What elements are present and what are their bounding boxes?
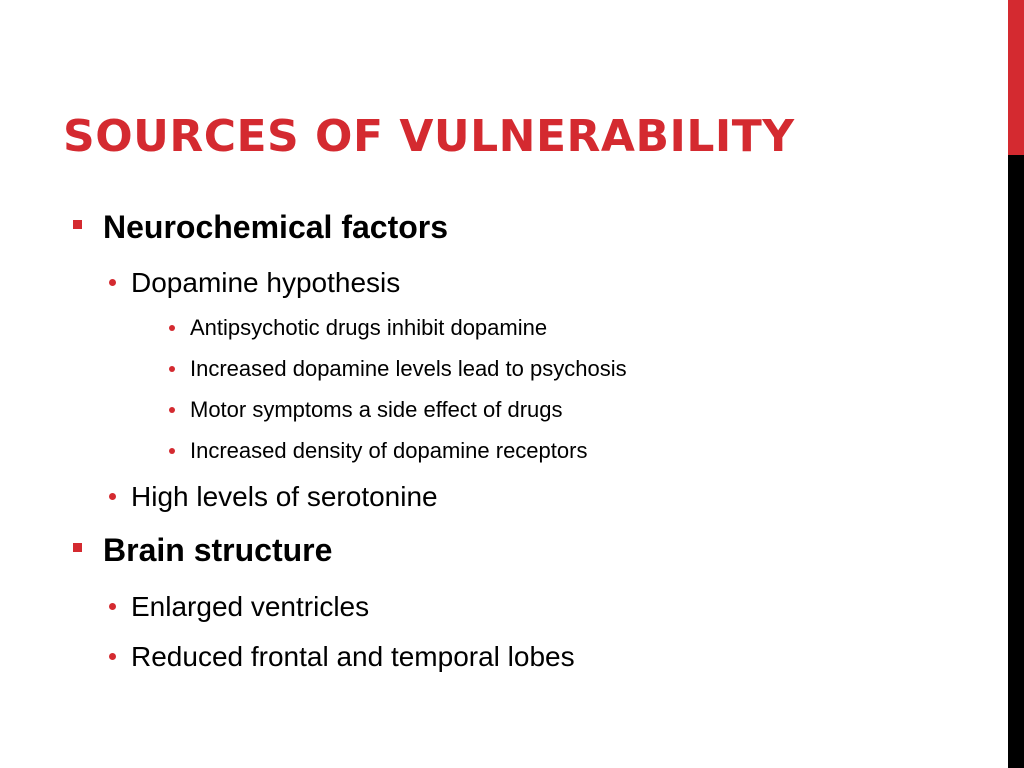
dot-bullet-icon [169, 407, 175, 413]
bullet-brain-structure [103, 530, 332, 570]
square-bullet-icon [73, 543, 82, 552]
bullet-neurochemical-factors [103, 207, 448, 247]
bullet-text: Brain structure [103, 532, 333, 568]
dot-bullet-icon [169, 325, 175, 331]
edge-accent-bar-black [1008, 155, 1024, 768]
square-bullet-icon [73, 220, 82, 229]
bullet-text: Increased density of dopamine receptors [190, 438, 588, 463]
bullet-antipsychotic-drugs [190, 314, 547, 342]
bullet-serotonine [131, 480, 438, 514]
bullet-increased-dopamine-levels [190, 355, 627, 383]
bullet-dopamine-hypothesis [131, 266, 400, 300]
bullet-motor-symptoms [190, 396, 563, 424]
bullet-reduced-lobes [131, 640, 575, 674]
bullet-text: Motor symptoms a side effect of drugs [190, 397, 563, 422]
slide-title: SOURCES OF VULNERABILITY [63, 111, 795, 162]
edge-accent-bar-red [1008, 0, 1024, 155]
bullet-enlarged-ventricles [131, 590, 369, 624]
bullet-text: Increased dopamine levels lead to psychosis [190, 356, 627, 381]
bullet-text: Neurochemical factors [103, 209, 449, 245]
bullet-text: Enlarged ventricles [131, 591, 370, 622]
dot-bullet-icon [109, 279, 116, 286]
dot-bullet-icon [169, 366, 175, 372]
bullet-text: Antipsychotic drugs inhibit dopamine [190, 315, 548, 340]
dot-bullet-icon [109, 493, 116, 500]
dot-bullet-icon [169, 448, 175, 454]
bullet-text: High levels of serotonine [131, 481, 438, 512]
dot-bullet-icon [109, 603, 116, 610]
bullet-receptor-density [190, 437, 587, 465]
bullet-text: Reduced frontal and temporal lobes [131, 641, 575, 672]
dot-bullet-icon [109, 653, 116, 660]
bullet-text: Dopamine hypothesis [131, 267, 401, 298]
